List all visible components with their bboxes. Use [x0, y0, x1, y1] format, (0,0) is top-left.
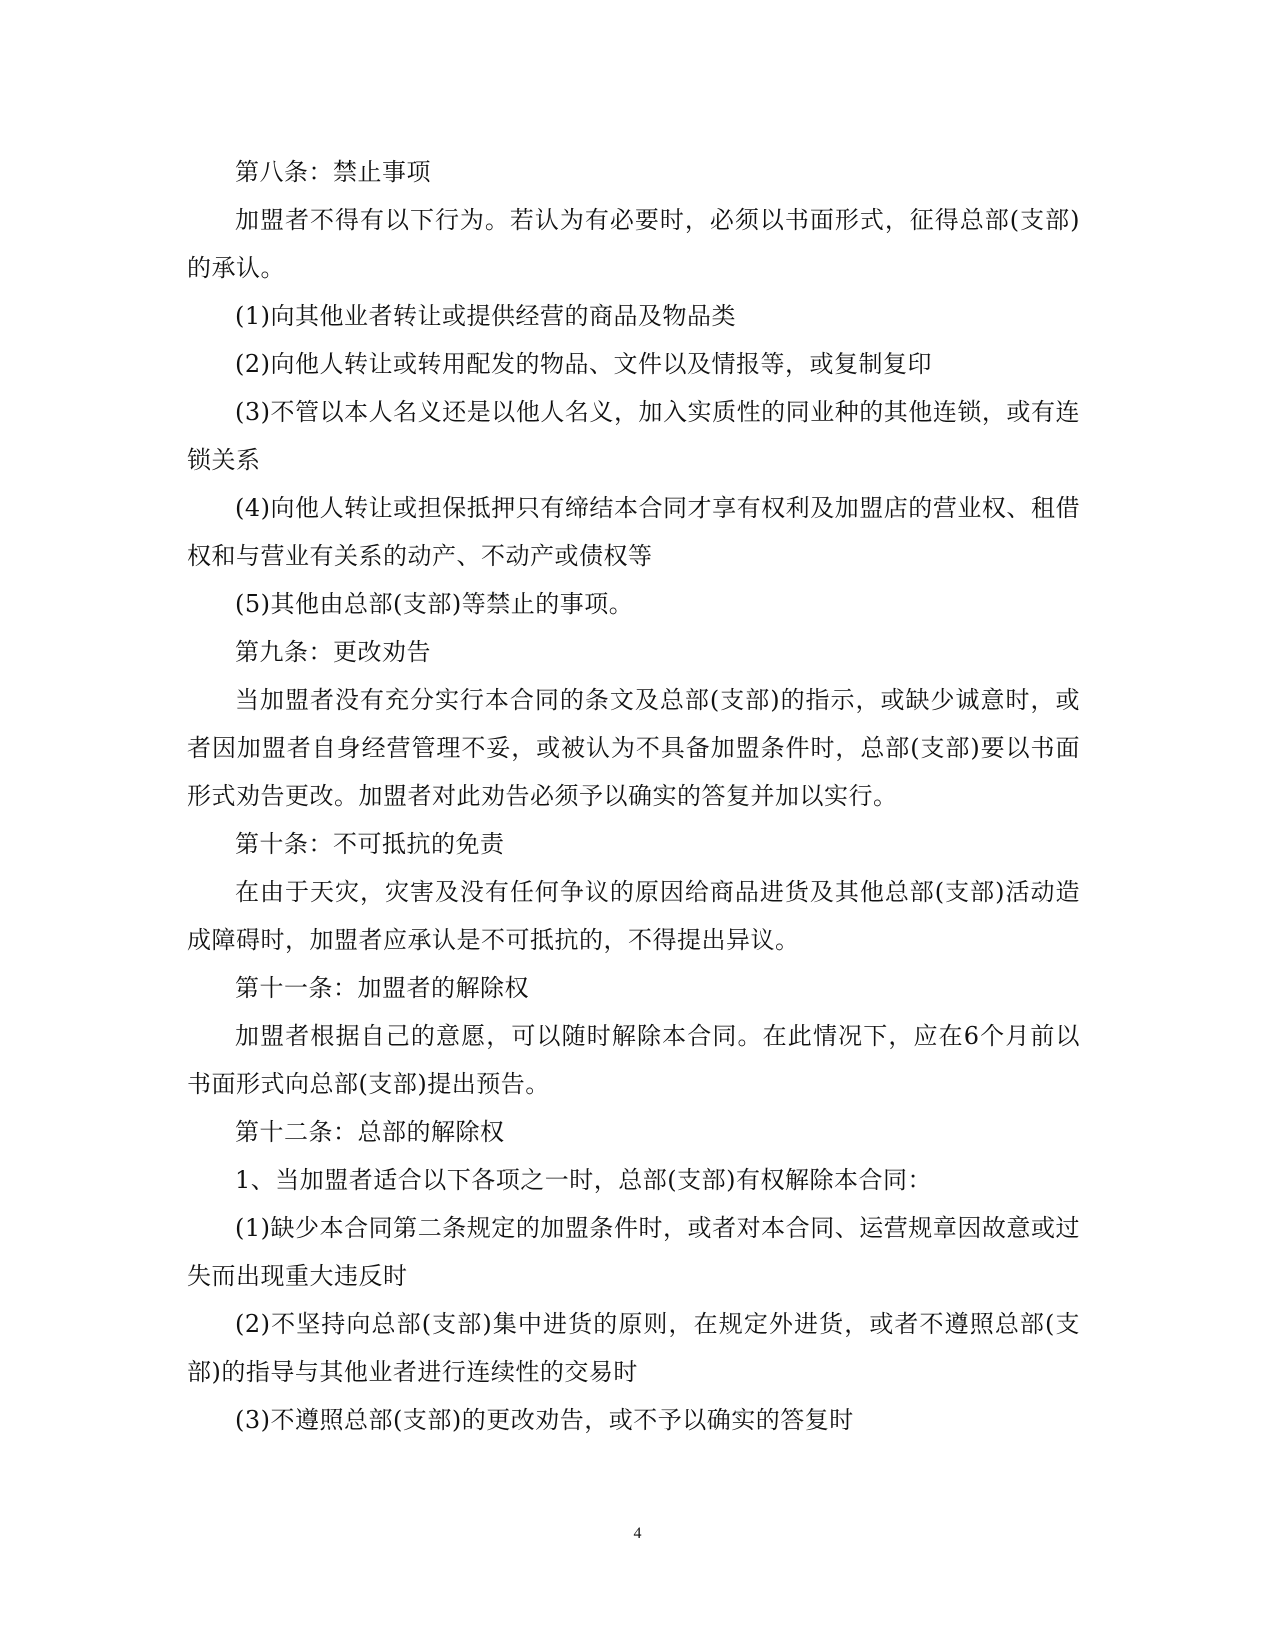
- paragraph: 加盟者根据自己的意愿，可以随时解除本合同。在此情况下，应在6个月前以书面形式向总部(支部)提出预告。: [187, 1022, 1080, 1098]
- list-item: (3)不管以本人名义还是以他人名义，加入实质性的同业种的其他连锁，或有连锁关系: [187, 398, 1080, 474]
- paragraph: 加盟者不得有以下行为。若认为有必要时，必须以书面形式，征得总部(支部)的承认。: [187, 206, 1080, 282]
- article-heading: 第八条：禁止事项: [235, 158, 431, 186]
- list-item: (5)其他由总部(支部)等禁止的事项。: [235, 590, 634, 618]
- document-body: [187, 148, 1080, 1444]
- list-item: (4)向他人转让或担保抵押只有缔结本合同才享有权利及加盟店的营业权、租借权和与营业有关系的动产、不动产或债权等: [187, 494, 1080, 570]
- article-heading: 第十二条：总部的解除权: [235, 1118, 505, 1146]
- paragraph: 在由于天灾，灾害及没有任何争议的原因给商品进货及其他总部(支部)活动造成障碍时，加盟者应承认是不可抵抗的，不得提出异议。: [187, 878, 1080, 954]
- article-heading: 第十一条：加盟者的解除权: [235, 974, 529, 1002]
- paragraph: 1、当加盟者适合以下各项之一时，总部(支部)有权解除本合同：: [235, 1166, 932, 1194]
- page-number: 4: [633, 1525, 642, 1542]
- list-item: (2)不坚持向总部(支部)集中进货的原则，在规定外进货，或者不遵照总部(支部)的指导与其他业者进行连续性的交易时: [187, 1310, 1080, 1386]
- paragraph: 当加盟者没有充分实行本合同的条文及总部(支部)的指示，或缺少诚意时，或者因加盟者自身经营管理不妥，或被认为不具备加盟条件时，总部(支部)要以书面形式劝告更改。加盟者对此劝告必须予以确实的答复并加以实行。: [187, 686, 1080, 810]
- list-item: (1)缺少本合同第二条规定的加盟条件时，或者对本合同、运营规章因故意或过失而出现重大违反时: [187, 1214, 1080, 1290]
- list-item: (3)不遵照总部(支部)的更改劝告，或不予以确实的答复时: [235, 1406, 854, 1434]
- article-heading: 第十条：不可抵抗的免责: [235, 830, 505, 858]
- list-item: (1)向其他业者转让或提供经营的商品及物品类: [235, 302, 736, 330]
- list-item: (2)向他人转让或转用配发的物品、文件以及情报等，或复制复印: [235, 350, 932, 378]
- article-heading: 第九条：更改劝告: [235, 638, 431, 666]
